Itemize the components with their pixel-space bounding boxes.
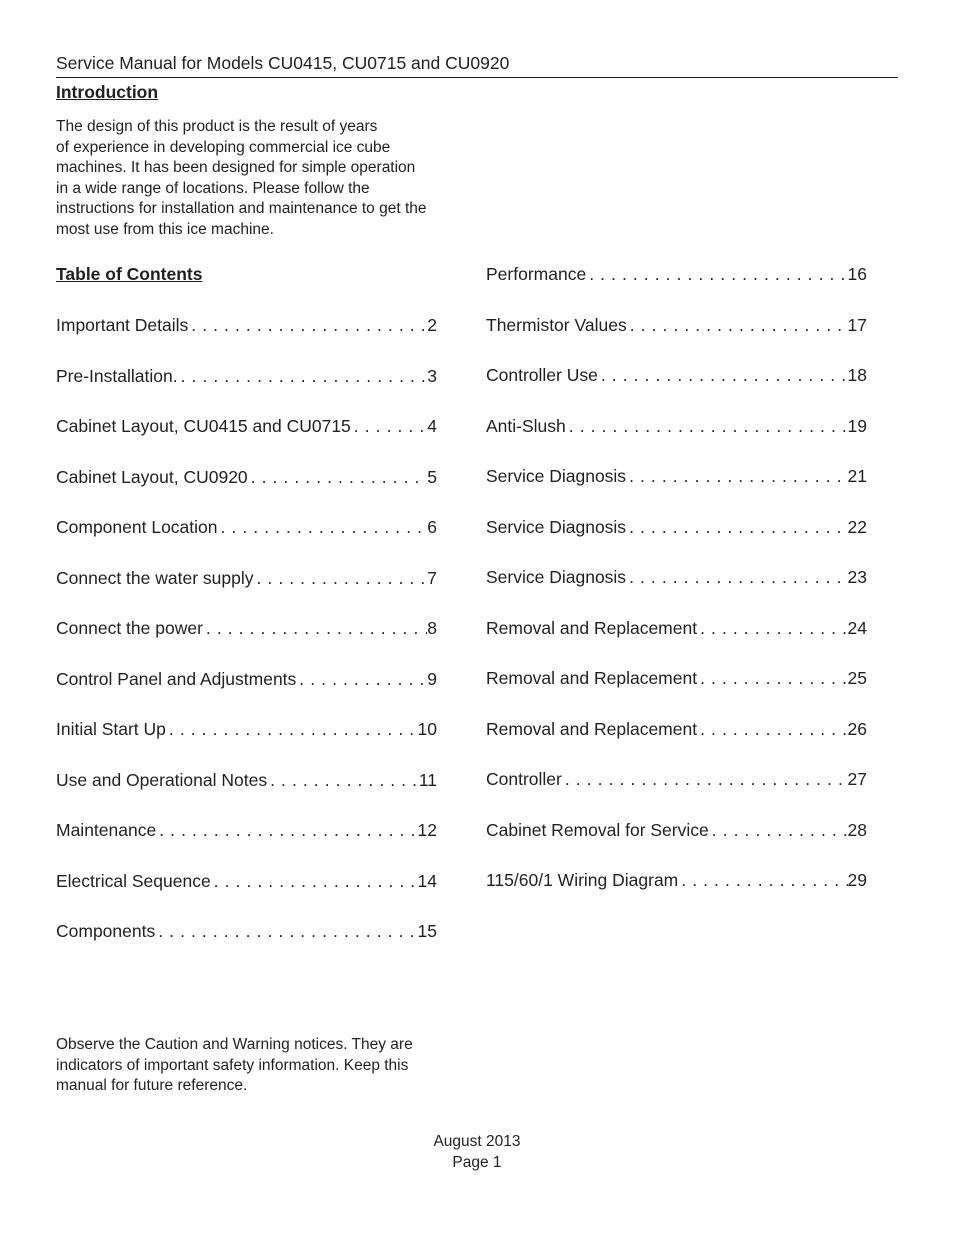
- toc-entry-label: Component Location: [56, 517, 218, 537]
- toc-dot-leader: [562, 768, 848, 790]
- toc-entry-page-number: 11: [418, 769, 437, 790]
- toc-entry-label: Controller: [486, 769, 562, 789]
- toc-dot-leader: [678, 869, 847, 891]
- footer-page-number: Page 1: [452, 1154, 502, 1171]
- toc-dot-leader: [351, 415, 427, 437]
- toc-entry-label: Removal and Replacement: [486, 617, 698, 638]
- toc-entry-label: Control Panel and Adjustments: [56, 668, 297, 689]
- toc-dot-leader: [697, 718, 847, 740]
- notice-line: indicators of important safety information. Keep this: [56, 1056, 409, 1074]
- toc-entry[interactable]: [486, 465, 867, 487]
- toc-entry[interactable]: [56, 516, 437, 538]
- toc-entry[interactable]: [56, 567, 437, 589]
- toc-dot-leader: [178, 365, 428, 387]
- toc-entry[interactable]: [486, 263, 867, 285]
- header-divider: [56, 77, 898, 78]
- table-of-contents-heading: Table of Contents: [56, 264, 203, 284]
- toc-entry-label: Electrical Sequence: [56, 870, 211, 891]
- toc-entry-page-number: 16: [847, 264, 867, 284]
- toc-entry[interactable]: [486, 667, 867, 689]
- page-header-title: Service Manual for Models CU0415, CU0715 and CU0920: [56, 53, 510, 73]
- toc-entry[interactable]: [486, 566, 867, 588]
- toc-entry-page-number: 3: [427, 365, 437, 386]
- toc-dot-leader: [155, 920, 417, 942]
- toc-dot-leader: [598, 364, 848, 386]
- toc-dot-leader: [627, 314, 848, 336]
- toc-entry-label: Cabinet Removal for Service: [486, 819, 709, 840]
- toc-entry-label: Components: [56, 921, 156, 941]
- toc-entry-label: Cabinet Layout, CU0415 and CU0715: [56, 416, 351, 436]
- toc-entry-page-number: 24: [847, 617, 867, 638]
- toc-entry[interactable]: [486, 516, 867, 538]
- toc-entry[interactable]: [486, 768, 867, 790]
- toc-dot-leader: [166, 718, 418, 740]
- toc-entry-label: Pre-Installation.: [56, 365, 178, 386]
- toc-entry-label: Connect the power: [56, 618, 203, 638]
- toc-dot-leader: [203, 617, 427, 639]
- toc-entry-label: Service Diagnosis: [486, 466, 627, 486]
- toc-entry-page-number: 9: [427, 668, 437, 689]
- toc-entry[interactable]: [56, 415, 437, 437]
- toc-entry-label: Anti-Slush: [486, 415, 566, 436]
- toc-entry[interactable]: [56, 819, 437, 841]
- toc-entry-label: Service Diagnosis: [486, 567, 627, 587]
- toc-entry-page-number: 7: [427, 567, 437, 588]
- toc-entry-page-number: 22: [847, 516, 867, 537]
- toc-dot-leader: [253, 567, 427, 589]
- toc-entry-page-number: 26: [847, 718, 867, 739]
- toc-dot-leader: [218, 516, 428, 538]
- toc-entry[interactable]: [56, 314, 437, 336]
- toc-entry[interactable]: [56, 668, 437, 690]
- toc-entry[interactable]: [56, 769, 437, 791]
- toc-entry-page-number: 10: [417, 719, 437, 739]
- toc-entry-page-number: 23: [847, 567, 867, 587]
- toc-entry-page-number: 28: [847, 819, 867, 840]
- toc-entry-label: Thermistor Values: [486, 314, 627, 335]
- toc-dot-leader: [626, 516, 847, 538]
- introduction-heading: Introduction: [56, 82, 159, 102]
- toc-entry[interactable]: [56, 920, 437, 942]
- toc-dot-leader: [626, 465, 847, 487]
- toc-entry-page-number: 15: [417, 921, 437, 941]
- toc-dot-leader: [296, 668, 427, 690]
- toc-entry-page-number: 5: [427, 466, 437, 487]
- toc-dot-leader: [248, 466, 428, 488]
- introduction-line: most use from this ice machine.: [56, 220, 274, 238]
- toc-entry[interactable]: [486, 364, 867, 386]
- introduction-line: in a wide range of locations. Please follow the: [56, 179, 370, 197]
- toc-entry-label: Cabinet Layout, CU0920: [56, 466, 248, 487]
- toc-entry-label: Connect the water supply: [56, 567, 254, 588]
- toc-dot-leader: [267, 769, 419, 791]
- safety-notice: [56, 1035, 476, 1097]
- toc-dot-leader: [697, 617, 847, 639]
- toc-dot-leader: [188, 314, 427, 336]
- toc-entry[interactable]: [56, 870, 437, 892]
- toc-entry-page-number: 17: [847, 314, 867, 335]
- toc-entry[interactable]: [56, 365, 437, 387]
- toc-entry-page-number: 19: [847, 415, 867, 436]
- toc-entry[interactable]: [56, 617, 437, 639]
- toc-entry-label: Removal and Replacement: [486, 718, 698, 739]
- toc-entry[interactable]: [486, 617, 867, 639]
- toc-entry-label: Service Diagnosis: [486, 516, 627, 537]
- toc-entry[interactable]: [486, 819, 867, 841]
- toc-entry-label: Important Details: [56, 315, 189, 335]
- toc-entry-page-number: 18: [847, 365, 867, 385]
- toc-entry-page-number: 25: [847, 668, 867, 688]
- introduction-line: of experience in developing commercial ice cube: [56, 138, 391, 156]
- toc-dot-leader: [626, 566, 847, 588]
- toc-entry-label: Initial Start Up: [56, 719, 166, 739]
- toc-entry-page-number: 21: [847, 466, 867, 486]
- introduction-line: The design of this product is the result of years: [56, 118, 378, 135]
- toc-entry-page-number: 6: [427, 517, 437, 537]
- toc-entry[interactable]: [56, 718, 437, 740]
- toc-entry-label: Removal and Replacement: [486, 668, 698, 688]
- introduction-paragraph: [56, 117, 486, 241]
- toc-dot-leader: [211, 870, 418, 892]
- toc-entry[interactable]: [486, 314, 867, 336]
- toc-dot-leader: [156, 819, 417, 841]
- toc-entry-label: Performance: [486, 264, 587, 284]
- toc-entry-page-number: 27: [847, 769, 867, 789]
- toc-entry-label: Use and Operational Notes: [56, 769, 268, 790]
- toc-dot-leader: [709, 819, 848, 841]
- toc-entry-page-number: 2: [427, 315, 437, 335]
- toc-entry-page-number: 8: [427, 618, 437, 638]
- toc-entry[interactable]: [486, 718, 867, 740]
- toc-entry-page-number: 12: [417, 820, 437, 840]
- toc-dot-leader: [566, 415, 848, 437]
- introduction-line: instructions for installation and maintenance to get the: [56, 200, 427, 218]
- toc-entry-label: Controller Use: [486, 365, 598, 385]
- toc-entry[interactable]: [486, 869, 867, 891]
- toc-entry-label: 115/60/1 Wiring Diagram: [486, 870, 679, 890]
- notice-line: manual for future reference.: [56, 1077, 248, 1095]
- toc-entry[interactable]: [486, 415, 867, 437]
- footer-date: August 2013: [433, 1133, 521, 1150]
- toc-entry-page-number: 29: [847, 870, 867, 890]
- toc-dot-leader: [586, 263, 847, 285]
- toc-entry-page-number: 14: [417, 870, 437, 891]
- toc-entry-page-number: 4: [427, 416, 437, 436]
- toc-entry[interactable]: [56, 466, 437, 488]
- introduction-line: machines. It has been designed for simple operation: [56, 159, 416, 177]
- toc-entry-label: Maintenance: [56, 820, 157, 840]
- toc-dot-leader: [697, 667, 847, 689]
- notice-line: Observe the Caution and Warning notices. They are: [56, 1036, 413, 1053]
